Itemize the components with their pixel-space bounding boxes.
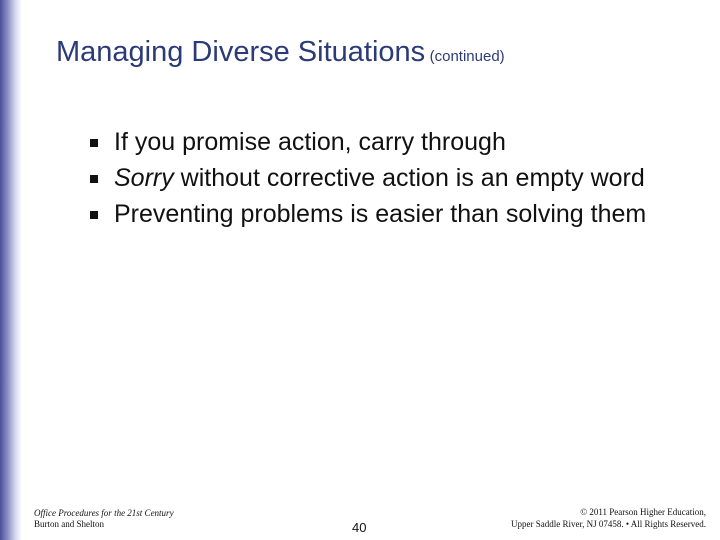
slide-title-subtitle: (continued) [429,48,505,65]
slide-title-main: Managing Diverse Situations [56,36,426,68]
bullet-text: Preventing problems is easier than solving them [114,200,647,228]
book-authors: Burton and Shelton [34,519,104,529]
footer-book-info [34,508,174,530]
copyright-line-2: Upper Saddle River, NJ 07458. • All Rights Reserved. [510,519,706,529]
list-item [90,124,680,160]
bullet-text: If you promise action, carry through [114,128,506,156]
list-item [90,196,680,232]
page-number: 40 [352,520,367,535]
copyright-line-1: © 2011 Pearson Higher Education, [580,507,706,517]
square-bullet-icon [90,211,98,219]
book-title: Office Procedures for the 21st Century [34,508,174,518]
list-item [90,160,680,196]
bullet-list [90,124,680,232]
square-bullet-icon [90,139,98,147]
decorative-sidebar [0,0,22,540]
slide-title [56,36,505,69]
bullet-text: without corrective action is an empty word [173,164,645,192]
bullet-emphasis: Sorry [114,164,174,192]
square-bullet-icon [90,175,98,183]
footer-copyright [511,506,706,530]
